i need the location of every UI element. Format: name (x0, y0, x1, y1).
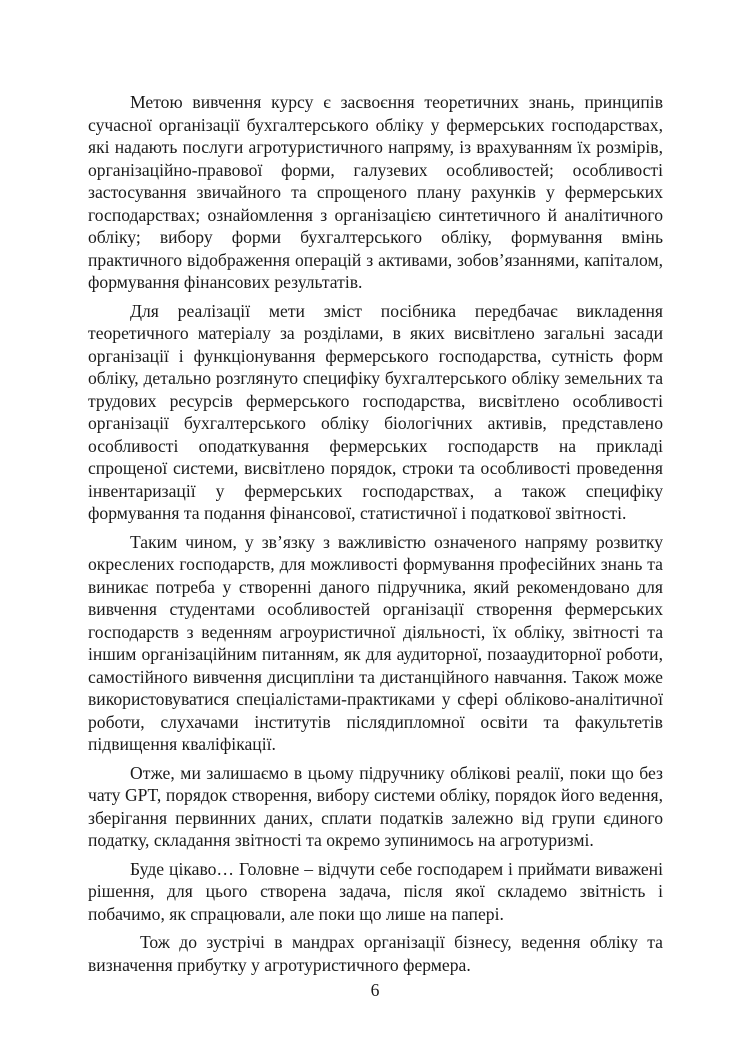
paragraph-6: Тож до зустрічі в мандрах організації бізнесу, ведення обліку та визначення прибутку у агротуристичного фермера. (88, 932, 663, 975)
body-text (88, 91, 663, 982)
paragraph-4: Отже, ми залишаємо в цьому підручнику облікові реалії, поки що без чату GPT, порядок створення, вибору системи обліку, порядок його ведення, зберігання первинних даних, сплати податків залежно від групи єдиного податку, складання звітності та окремо зупинимось на агротуризмі. (88, 762, 663, 850)
paragraph-3: Таким чином, у зв’язку з важливістю означеного напряму розвитку окреслених господарств, для можливості формування професійних знань та виникає потреба у створенні даного підручника, який рекомендовано для вивчення студентами особливостей організації створення фермерських господарств з веденням агроуристичної діяльності, їх обліку, звітності та іншим організаційним питанням, як для аудиторної, позааудиторної роботи, самостійного вивчення дисципліни та дистанційного навчання. Також може використовуватися спеціалістами-практиками у сфері обліково-аналітичної роботи, слухачами інститутів післядипломної освіти та факультетів підвищення кваліфікації. (88, 531, 663, 754)
paragraph-1: Метою вивчення курсу є засвоєння теоретичних знань, принципів сучасної організації бухгалтерського обліку у фермерських господарствах, які надають послуги агротуристичного напряму, із врахуванням їх розмірів, організаційно-правової форми, галузевих особливостей; особливості застосування звичайного та спрощеного плану рахунків у фермерських господарствах; ознайомлення з організацією синтетичного й аналітичного обліку; вибору форми бухгалтерського обліку, формування вмінь практичного відображення операцій з активами, зобов’язаннями, капіталом, формування фінансових результатів. (88, 92, 663, 292)
paragraph-2: Для реалізації мети зміст посібника передбачає викладення теоретичного матеріалу за розділами, в яких висвітлено загальні засади організації і функціонування фермерського господарства, сутність форм обліку, детально розглянуто специфіку бухгалтерського обліку земельних та трудових ресурсів фермерського господарства, висвітлено особливості організації бухгалтерського обліку біологічних активів, представлено особливості оподаткування фермерських господарств на прикладі спрощеної системи, висвітлено порядок, строки та особливості проведення інвентаризації у фермерських господарствах, а також специфіку формування та подання фінансової, статистичної і податкової звітності. (88, 300, 663, 523)
page-number: 6 (370, 980, 380, 1000)
paragraph-5: Буде цікаво… Головне – відчути себе господарем і приймати виважені рішення, для цього створена задача, після якої складемо звітність і побачимо, як спрацювали, але поки що лише на папері. (88, 858, 663, 924)
